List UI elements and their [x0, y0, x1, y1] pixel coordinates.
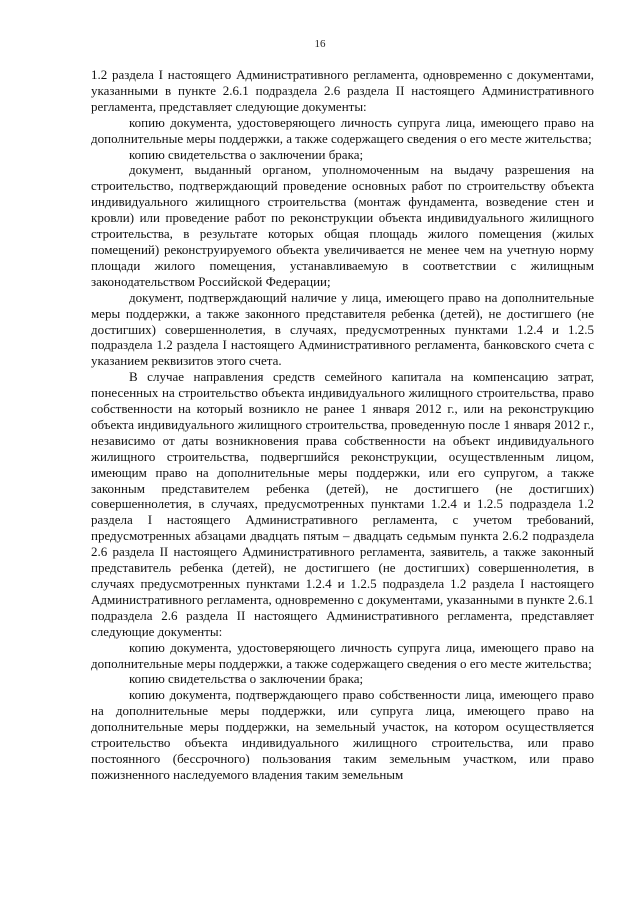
body-text [91, 67, 594, 783]
paragraph: документ, выданный органом, уполномоченным на выдачу разрешения на строительство, подтверждающий проведение основных работ по строительству объекта индивидуального жилищного строительства (монтаж фундамента, возведение стен и кровли) или проведение работ по реконструкции объекта индивидуального жилищного строительства, в результате которых общая площадь жилого помещения (жилых помещений) реконструируемого объекта увеличивается не менее чем на учетную норму площади жилого помещения, устанавливаемую в соответствии с жилищным законодательством Российской Федерации; [91, 162, 594, 289]
paragraph: копию свидетельства о заключении брака; [129, 671, 364, 687]
paragraph: В случае направления средств семейного капитала на компенсацию затрат, понесенных на строительство объекта индивидуального жилищного строительства, право собственности на который возникло не ранее 1 января 2012 г., или на реконструкцию объекта индивидуального жилищного строительства, проведенную после 1 января 2012 г., независимо от даты возникновения права собственности на объект индивидуального жилищного строительства, подвергшийся реконструкции, осуществленным лицом, имеющим право на дополнительные меры поддержки, или его супругом, а также законным представителем ребенка (детей), не достигшего (не достигших) совершеннолетия, в случаях, предусмотренных пунктами 1.2.4 и 1.2.5 подраздела 1.2 раздела I настоящего Административного регламента, с учетом требований, предусмотренных абзацами двадцать пятым – двадцать седьмым пункта 2.6.2 подраздела 2.6 раздела II настоящего Административного регламента, заявитель, а также законный представитель ребенка (детей), не достигшего (не достигших) совершеннолетия, в случаях предусмотренных пунктами 1.2.4 и 1.2.5 подраздела 1.2 раздела I настоящего Административного регламента, одновременно с документами, указанными в пункте 2.6.1 подраздела 2.6 раздела II настоящего Административного регламента, представляет следующие документы: [91, 369, 594, 639]
paragraph: копию документа, удостоверяющего личность супруга лица, имеющего право на дополнительные меры поддержки, а также содержащего сведения о его месте жительства; [91, 114, 594, 146]
paragraph: копию документа, удостоверяющего личность супруга лица, имеющего право на дополнительные меры поддержки, а также содержащего сведения о его месте жительства; [91, 639, 594, 671]
paragraph: документ, подтверждающий наличие у лица, имеющего право на дополнительные меры поддержки, а также законного представителя ребенка (детей), не достигшего (не достигших) совершеннолетия, в случаях, предусмотренных пунктами 1.2.4 и 1.2.5 подраздела 1.2 раздела I настоящего Административного регламента, банковского счета с указанием реквизитов этого счета. [91, 289, 594, 369]
page-number: 16 [314, 38, 326, 50]
paragraph: 1.2 раздела I настоящего Административного регламента, одновременно с документами, указанными в пункте 2.6.1 подраздела 2.6 раздела II настоящего Административного регламента, представляет следующие документы: [91, 67, 594, 114]
paragraph: копию документа, подтверждающего право собственности лица, имеющего право на дополнительные меры поддержки, или супруга лица, имеющего право на дополнительные меры поддержки, на земельный участок, на котором осуществляется строительство объекта индивидуального жилищного строительства, или право постоянного (бессрочного) пользования таким земельным участком, или право пожизненного наследуемого владения таким земельным [91, 687, 594, 782]
paragraph: копию свидетельства о заключении брака; [129, 146, 364, 162]
